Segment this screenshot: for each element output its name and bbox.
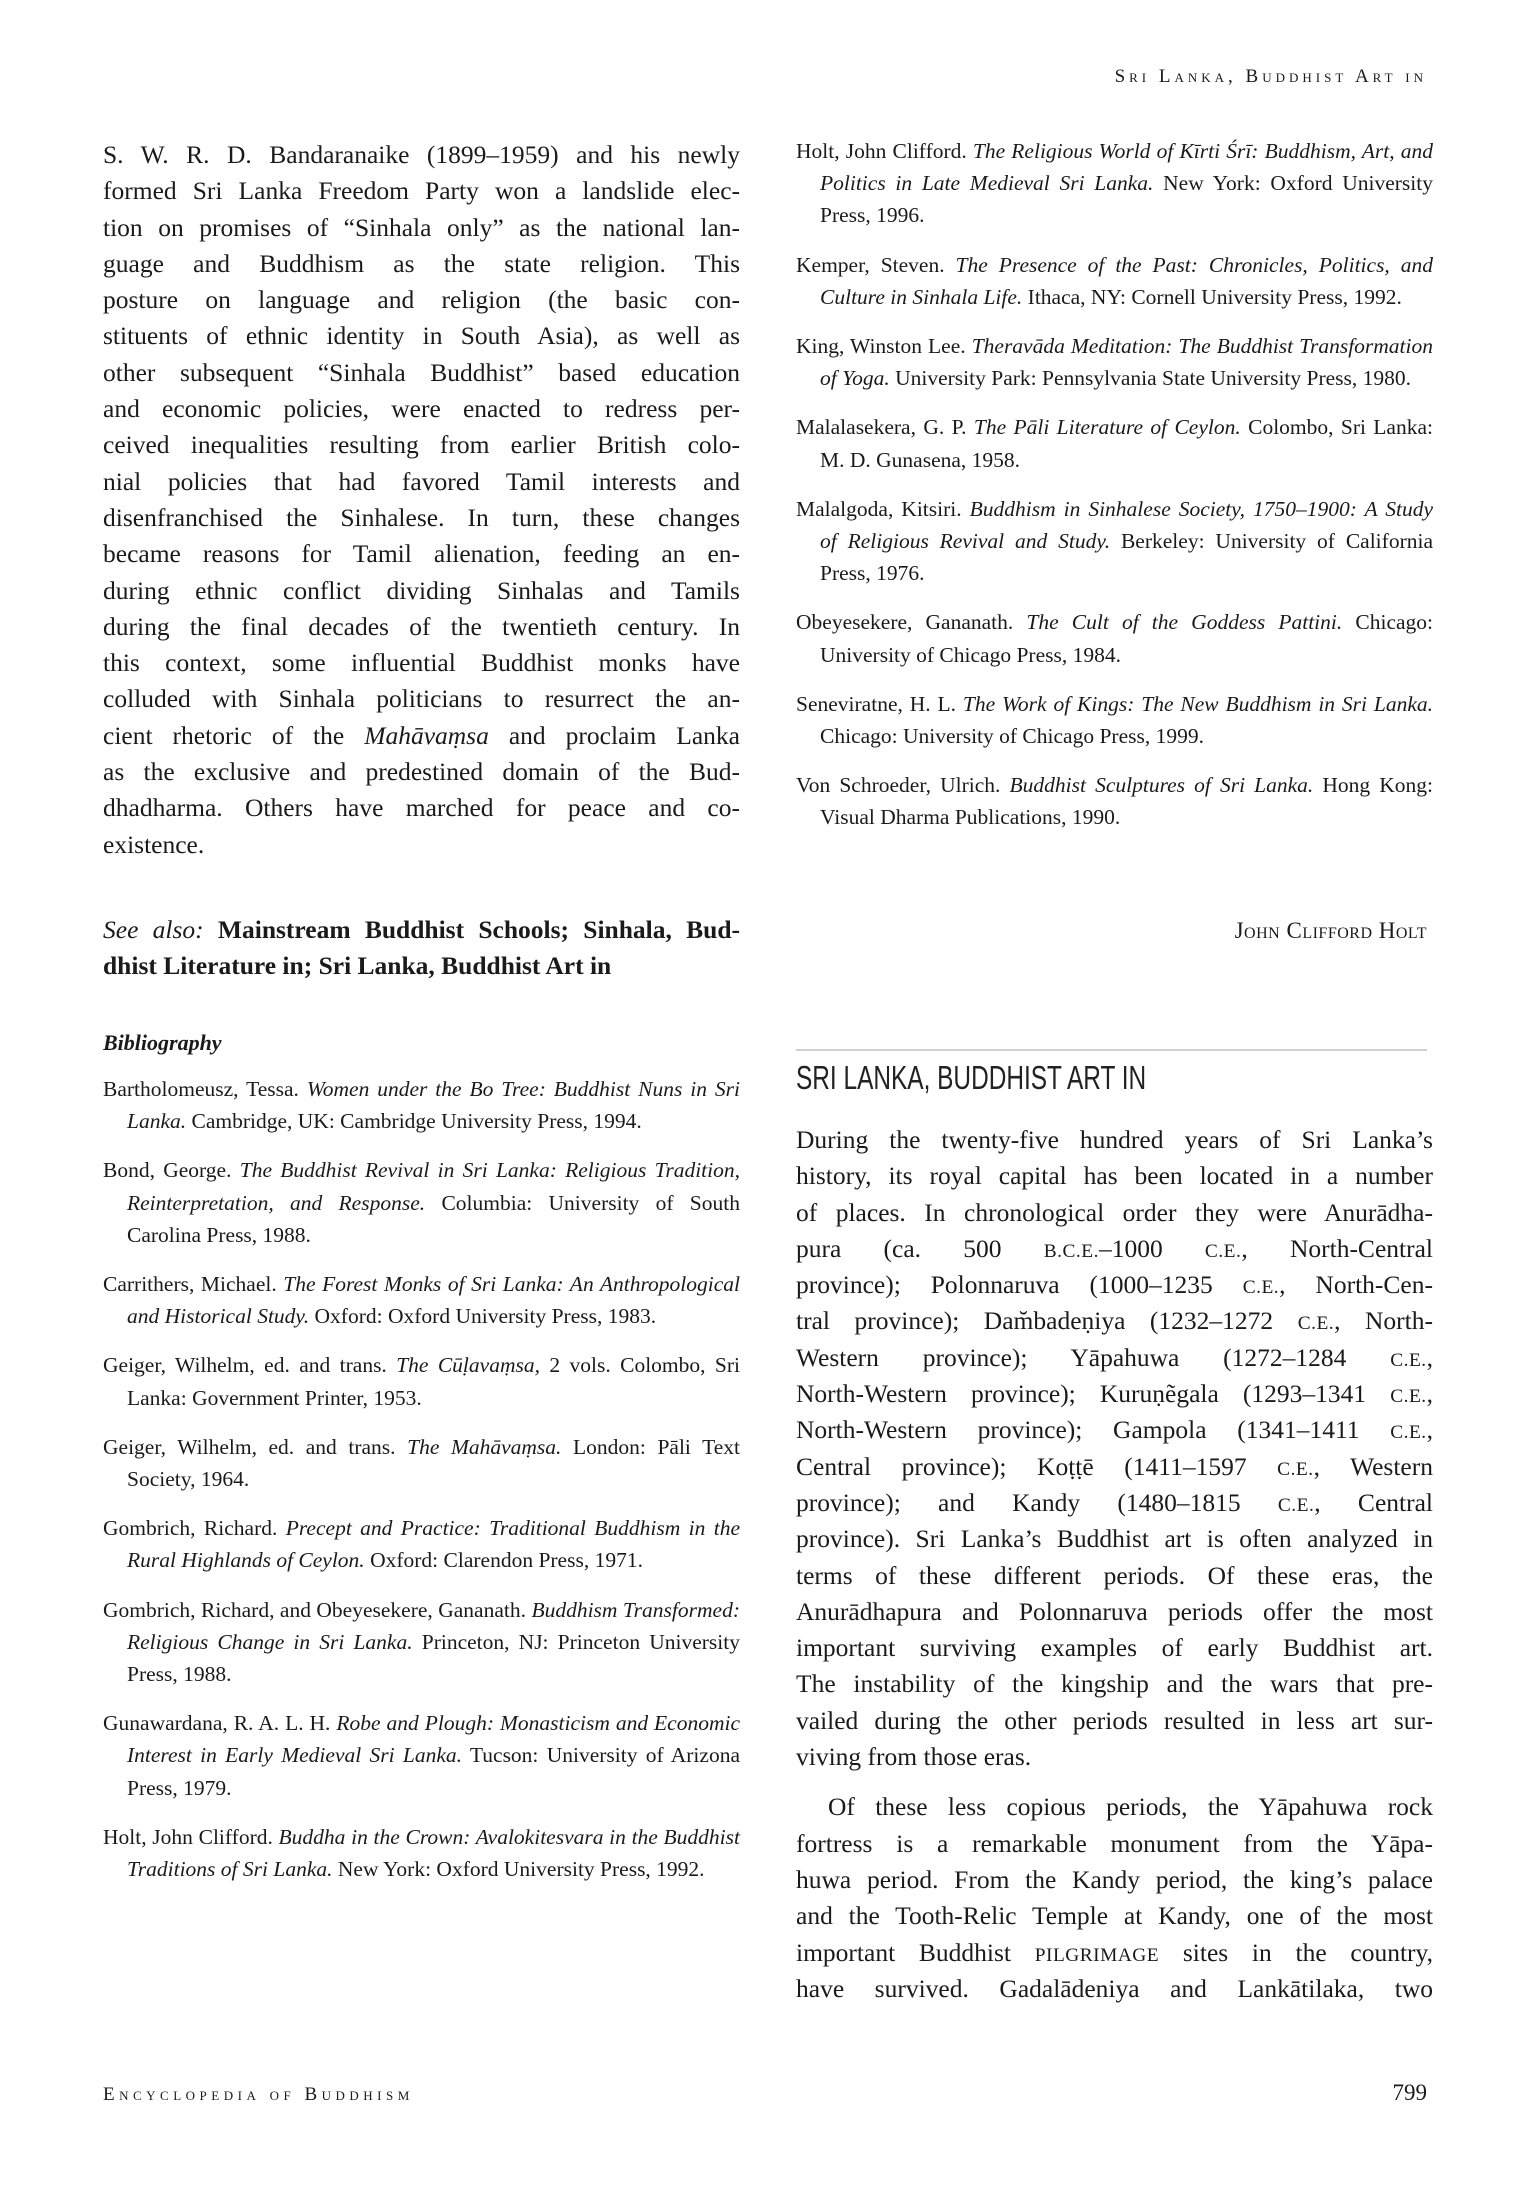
small-caps-text: C.E. — [1242, 1277, 1280, 1299]
entry-pub: Hong Kong: Visual Dharma Publications, 1990. — [820, 773, 1434, 830]
text-line — [796, 1195, 1433, 1231]
text-run: have survived. Gadalādeniya and Lankātilaka, two — [796, 1973, 1433, 2003]
entry-pub: Colombo, Sri Lanka: M. D. Gunasena, 1958. — [820, 415, 1433, 472]
text-line — [796, 1666, 1433, 1702]
text-line — [796, 1789, 1433, 1825]
text-line — [103, 500, 740, 536]
text-line — [796, 1449, 1433, 1485]
entry-author: Bond, George. — [103, 1158, 240, 1183]
text-run: , — [1426, 1379, 1433, 1409]
text-line — [103, 645, 740, 681]
text-line — [103, 536, 740, 572]
text-line — [796, 1303, 1433, 1339]
entry-title: Buddha in the Crown: Avalokitesvara in the Buddhist Traditions of Sri Lanka. — [127, 1824, 740, 1882]
text-line — [103, 681, 740, 717]
bibliography-entry — [103, 1594, 740, 1691]
running-head: Sri Lanka, Buddhist Art in — [1114, 66, 1427, 87]
text-line — [796, 1231, 1433, 1267]
text-run: dhadharma. Others have marched for peace and co- — [103, 793, 740, 823]
entry-author: Holt, John Clifford. — [796, 139, 973, 163]
entry-pub: Columbia: University of South Carolina Press, 1988. — [127, 1190, 740, 1247]
entry-pub: 2 vols. Colombo, Sri Lanka: Government Printer, 1953. — [127, 1353, 740, 1410]
left-body-text — [103, 137, 740, 863]
small-caps-text: C.E. — [1204, 1240, 1242, 1262]
entry-pub: New York: Oxford University Press, 1992. — [332, 1857, 705, 1882]
text-run: as the exclusive and predestined domain of the Bud- — [103, 757, 740, 787]
bibliography-entry — [103, 1512, 740, 1576]
text-line — [796, 1862, 1433, 1898]
text-run: Anurādhapura and Polonnaruva periods offer the most — [796, 1596, 1433, 1626]
entry-pub: Chicago: University of Chicago Press, 1984. — [820, 610, 1434, 667]
entry-pub: Chicago: University of Chicago Press, 1999. — [820, 724, 1204, 749]
cross-reference: Mainstream Buddhist Schools; Sinhala, Bud- — [217, 915, 741, 944]
cross-reference: dhist Literature in; Sri Lanka, Buddhist Art in — [103, 951, 612, 981]
text-run: Central province); Koṭṭē (1411–1597 — [796, 1451, 1278, 1481]
entry-pub: University Park: Pennsylvania State University Press, 1980. — [889, 366, 1412, 391]
text-run: province); Polonnaruva (1000–1235 — [796, 1270, 1243, 1300]
text-run: fortress is a remarkable monument from the Yāpa- — [796, 1828, 1433, 1858]
entry-author: Von Schroeder, Ulrich. — [796, 773, 1010, 798]
bibliography-entry — [103, 1073, 740, 1137]
bibliography-entry — [796, 606, 1433, 670]
bibliography-entry — [796, 769, 1433, 833]
small-caps-text: B.C.E. — [1043, 1240, 1099, 1262]
text-line — [103, 427, 740, 463]
page-number: 799 — [1392, 2080, 1427, 2105]
text-line — [103, 282, 740, 318]
paragraph-gap — [796, 1775, 1433, 1789]
text-run: –1000 — [1098, 1233, 1205, 1263]
text-line — [796, 1485, 1433, 1521]
text-run: vailed during the other periods resulted in less art sur- — [796, 1705, 1433, 1735]
entry-title: Precept and Practice: Traditional Buddhism in the Rural Highlands of Ceylon. — [127, 1516, 740, 1573]
entry-author: Malalgoda, Kitsiri. — [796, 496, 970, 521]
article-heading: SRI LANKA, BUDDHIST ART IN — [796, 1059, 1147, 1096]
text-line — [796, 1340, 1433, 1376]
entry-title: The Mahāvaṃsa. — [407, 1434, 562, 1459]
text-run: colluded with Sinhala politicians to resurrect the an- — [103, 684, 740, 714]
entry-title: The Pāli Literature of Ceylon. — [973, 415, 1241, 440]
see-also — [103, 912, 740, 985]
text-run: posture on language and religion (the basic con- — [103, 285, 740, 315]
text-line — [103, 573, 740, 609]
entry-title: Robe and Plough: Monasticism and Economic Interest in Early Medieval Sri Lanka. — [127, 1711, 740, 1768]
entry-title: The Cult of the Goddess Pattini. — [1026, 610, 1343, 635]
text-run: existence. — [103, 829, 205, 859]
bibliography-entry — [796, 411, 1433, 475]
bibliography-entry — [796, 135, 1433, 232]
text-run: history, its royal capital has been located in a number — [796, 1161, 1433, 1191]
text-run: , Western — [1313, 1451, 1433, 1481]
text-line — [796, 1158, 1433, 1194]
text-run: and proclaim Lanka — [488, 720, 740, 750]
entry-pub: Tucson: University of Arizona Press, 1979. — [127, 1743, 740, 1800]
text-run: during ethnic conflict dividing Sinhalas and Tamils — [103, 575, 740, 605]
text-run: province). Sri Lanka’s Buddhist art is often analyzed in — [796, 1524, 1433, 1554]
bibliography-entry — [103, 1707, 740, 1804]
text-run: nial policies that had favored Tamil interests and — [103, 466, 740, 496]
bibliography-entry — [796, 249, 1433, 313]
text-run: viving from those eras. — [796, 1742, 1032, 1772]
small-caps-text: PILGRIMAGE — [1034, 1944, 1160, 1966]
text-line — [796, 1594, 1433, 1630]
text-run: During the twenty-five hundred years of Sri Lanka’s — [796, 1125, 1433, 1154]
text-line — [103, 827, 740, 863]
entry-title: The Work of Kings: The New Buddhism in Sri Lanka. — [962, 691, 1433, 716]
text-line — [103, 137, 740, 173]
text-line — [796, 1703, 1433, 1739]
text-run: Of these less copious periods, the Yāpahuwa rock — [828, 1792, 1433, 1822]
text-run: tion on promises of “Sinhala only” as the national lan- — [103, 212, 740, 242]
text-line — [796, 1630, 1433, 1666]
entry-title: Women under the Bo Tree: Buddhist Nuns in Sri Lanka. — [127, 1077, 740, 1134]
entry-author: Seneviratne, H. L. — [796, 691, 963, 716]
text-run: formed Sri Lanka Freedom Party won a landslide elec- — [103, 176, 740, 206]
entry-pub: New York: Oxford University Press, 1996. — [820, 171, 1433, 228]
text-line — [103, 355, 740, 391]
bibliography-entry — [103, 1431, 740, 1495]
text-run: important Buddhist — [796, 1937, 1035, 1967]
entry-author: Geiger, Wilhelm, ed. and trans. — [103, 1353, 397, 1378]
entry-author: King, Winston Lee. — [796, 334, 972, 359]
text-run: guage and Buddhism as the state religion. This — [103, 248, 740, 278]
text-run: S. W. R. D. Bandaranaike (1899–1959) and his newly — [103, 140, 740, 169]
entry-title: Theravāda Meditation: The Buddhist Transformation of Yoga. — [820, 334, 1434, 391]
text-line — [796, 1826, 1433, 1862]
text-line — [796, 1122, 1433, 1158]
entry-title: Buddhism in Sinhalese Society, 1750–1900: A Study of Religious Revival and Study. — [820, 496, 1433, 554]
entry-pub: Oxford: Clarendon Press, 1971. — [364, 1548, 643, 1573]
text-line — [103, 318, 740, 354]
text-line — [103, 754, 740, 790]
text-run: North-Western province); Kuruṇẽgala (1293–1341 — [796, 1379, 1391, 1409]
entry-author: Bartholomeusz, Tessa. — [103, 1077, 307, 1101]
text-run: tral province); Dam̆badeṇiya (1232–1272 — [796, 1306, 1298, 1336]
small-caps-text: C.E. — [1277, 1458, 1314, 1480]
section-divider — [796, 1049, 1427, 1051]
text-run: and economic policies, were enacted to redress per- — [103, 394, 740, 424]
text-run: pura (ca. 500 — [796, 1233, 1044, 1263]
entry-pub: Oxford: Oxford University Press, 1983. — [309, 1304, 657, 1329]
text-line — [103, 173, 740, 209]
entry-pub: Princeton, NJ: Princeton University Press, 1988. — [127, 1629, 740, 1687]
entry-title: The Religious World of Kīrti Śrī: Buddhism, Art, and Politics in Late Medieval Sri Lanka. — [820, 139, 1433, 196]
bibliography-entry — [103, 1268, 740, 1332]
text-run: cient rhetoric of the — [103, 720, 365, 750]
bibliography-entry — [796, 330, 1433, 394]
bibliography-left — [103, 1073, 740, 1902]
text-line — [796, 1739, 1433, 1775]
italic-text: See also: — [103, 915, 218, 944]
entry-title: The Buddhist Revival in Sri Lanka: Religious Tradition, Reinterpretation, and Response. — [127, 1158, 740, 1215]
author-signature: John Clifford Holt — [1234, 918, 1427, 943]
small-caps-text: C.E. — [1277, 1494, 1315, 1516]
text-line — [103, 210, 740, 246]
footer-title: Encyclopedia of Buddhism — [103, 2084, 414, 2105]
text-line — [796, 1971, 1433, 2007]
entry-author: Obeyesekere, Gananath. — [796, 610, 1027, 635]
entry-title: The Presence of the Past: Chronicles, Politics, and Culture in Sinhala Life. — [820, 252, 1434, 309]
text-run: stituents of ethnic identity in South Asia), as well as — [103, 321, 740, 351]
text-line — [796, 1267, 1433, 1303]
text-line — [796, 1935, 1433, 1971]
text-run: and the Tooth-Relic Temple at Kandy, one of the most — [796, 1901, 1433, 1931]
text-line — [796, 1521, 1433, 1557]
text-run: Western province); Yāpahuwa (1272–1284 — [796, 1342, 1391, 1372]
entry-author: Gombrich, Richard. — [103, 1516, 286, 1541]
text-run: North-Western province); Gampola (1341–1411 — [796, 1415, 1391, 1445]
entry-title: Buddhist Sculptures of Sri Lanka. — [1009, 773, 1314, 798]
bibliography-entry — [103, 1154, 740, 1251]
text-run: important surviving examples of early Buddhist art. — [796, 1633, 1433, 1663]
entry-author: Carrithers, Michael. — [103, 1272, 284, 1297]
bibliography-entry — [796, 493, 1433, 590]
text-run: , Central — [1314, 1487, 1433, 1517]
entry-title: The Cūḷavaṃsa, — [396, 1353, 540, 1378]
small-caps-text: C.E. — [1297, 1313, 1335, 1335]
entry-pub: London: Pāli Text Society, 1964. — [127, 1434, 740, 1492]
text-line — [103, 391, 740, 427]
text-line — [103, 790, 740, 826]
entry-author: Gombrich, Richard, and Obeyesekere, Gananath. — [103, 1597, 532, 1622]
text-run: ceived inequalities resulting from earlier British colo- — [103, 430, 740, 460]
text-run: province); and Kandy (1480–1815 — [796, 1487, 1278, 1517]
text-line — [796, 1412, 1433, 1448]
bibliography-entry — [796, 688, 1433, 752]
text-run: became reasons for Tamil alienation, feeding an en- — [103, 539, 740, 569]
entry-pub: Berkeley: University of California Press, 1976. — [820, 529, 1433, 586]
bibliography-entry — [103, 1349, 740, 1413]
text-run: terms of these different periods. Of these eras, the — [796, 1560, 1433, 1590]
bibliography-entry — [103, 1821, 740, 1885]
entry-title: The Forest Monks of Sri Lanka: An Anthropological and Historical Study. — [127, 1272, 740, 1329]
small-caps-text: C.E. — [1390, 1422, 1427, 1444]
text-run: , North-Cen- — [1279, 1270, 1433, 1300]
text-run: this context, some influential Buddhist monks have — [103, 648, 740, 678]
text-line — [796, 1376, 1433, 1412]
entry-author: Kemper, Steven. — [796, 252, 956, 277]
bibliography-heading: Bibliography — [103, 1030, 222, 1055]
italic-text: Mahāvaṃsa — [364, 720, 489, 750]
bibliography-right — [796, 135, 1433, 851]
entry-author: Holt, John Clifford. — [103, 1824, 279, 1849]
text-run: huwa period. From the Kandy period, the king’s palace — [796, 1864, 1433, 1894]
text-line — [103, 609, 740, 645]
text-line — [103, 912, 740, 948]
text-run: of places. In chronological order they were Anurādha- — [796, 1197, 1433, 1227]
text-line — [103, 464, 740, 500]
text-run: during the final decades of the twentieth century. In — [103, 611, 740, 641]
entry-pub: Cambridge, UK: Cambridge University Press, 1994. — [186, 1109, 642, 1134]
text-run: , North-Central — [1241, 1233, 1433, 1263]
text-run: , — [1426, 1415, 1433, 1445]
entry-title: Buddhism Transformed: Religious Change in Sri Lanka. — [127, 1597, 740, 1654]
small-caps-text: C.E. — [1390, 1386, 1427, 1408]
right-body-text — [796, 1122, 1433, 2007]
text-line — [796, 1898, 1433, 1934]
text-run: , North- — [1334, 1306, 1434, 1336]
entry-author: Gunawardana, R. A. L. H. — [103, 1711, 337, 1736]
entry-author: Geiger, Wilhelm, ed. and trans. — [103, 1434, 408, 1459]
text-line — [796, 1558, 1433, 1594]
text-line — [103, 246, 740, 282]
entry-pub: Ithaca, NY: Cornell University Press, 1992. — [1022, 284, 1402, 309]
text-run: sites in the country, — [1159, 1937, 1434, 1967]
entry-author: Malalasekera, G. P. — [796, 415, 974, 440]
text-run: disenfranchised the Sinhalese. In turn, these changes — [103, 502, 740, 532]
text-run: The instability of the kingship and the wars that pre- — [796, 1669, 1433, 1699]
text-run: , — [1426, 1342, 1433, 1372]
text-line — [103, 718, 740, 754]
text-run: other subsequent “Sinhala Buddhist” based education — [103, 357, 740, 387]
text-line — [103, 948, 740, 984]
small-caps-text: C.E. — [1390, 1349, 1427, 1371]
